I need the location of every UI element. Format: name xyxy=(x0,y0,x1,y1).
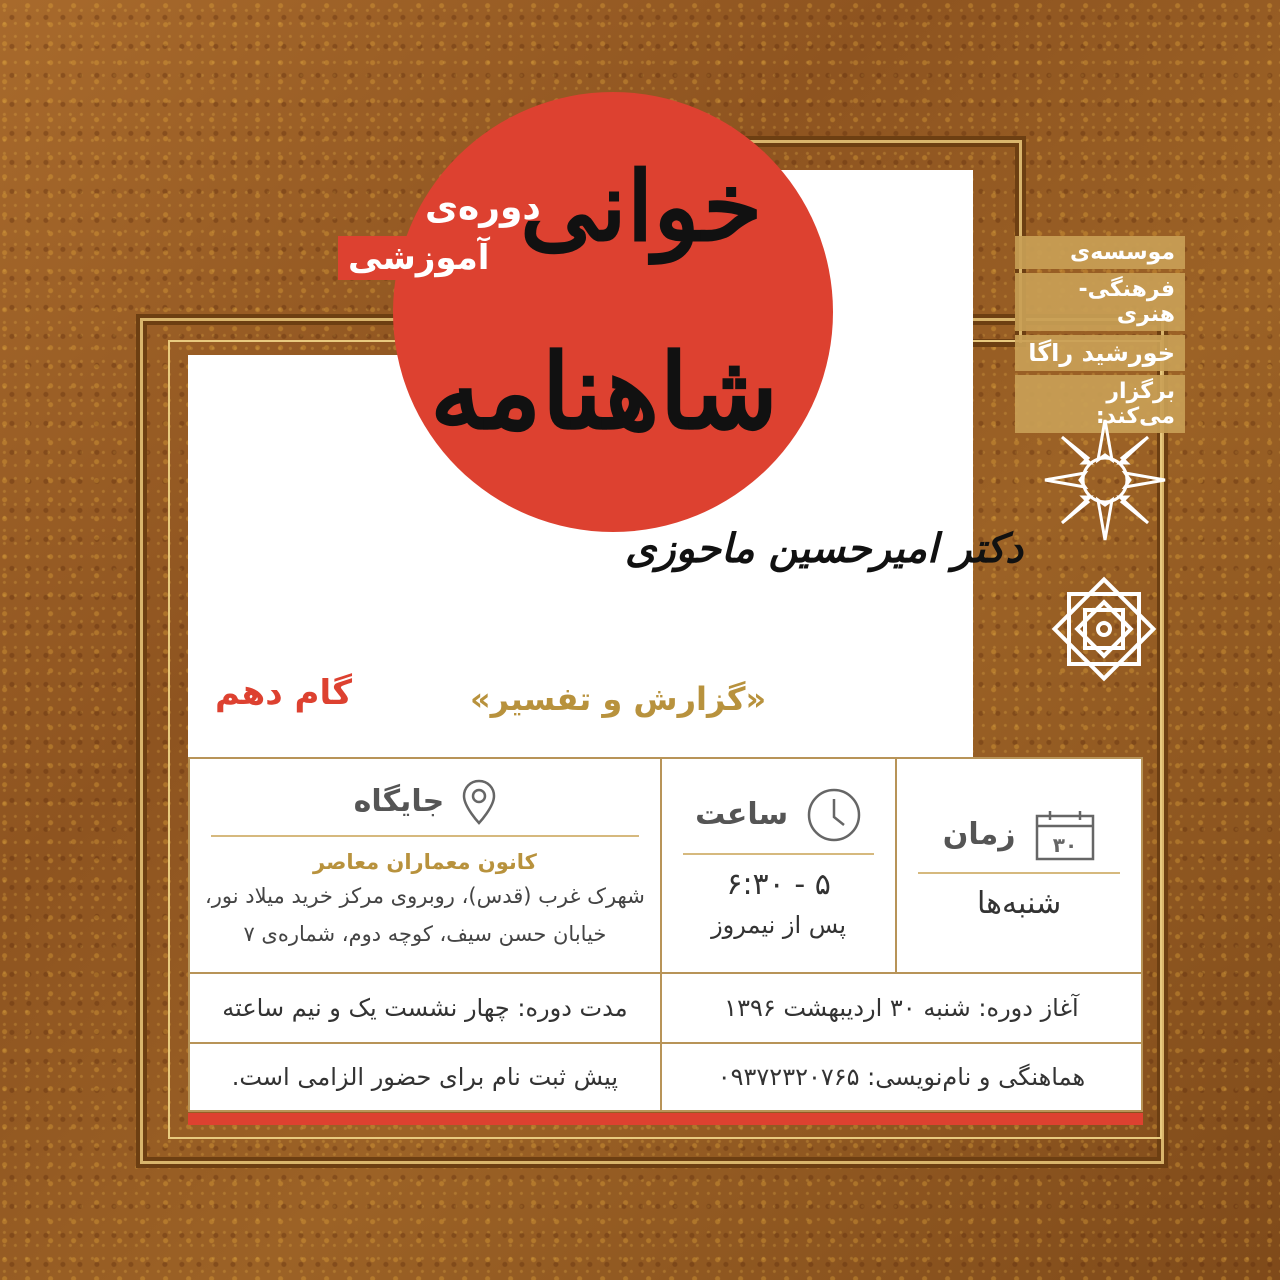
step-label: گام دهم xyxy=(215,673,352,713)
course-label-2: آموزشی xyxy=(338,236,499,280)
calligraphy-shahnameh: شاهنامه xyxy=(430,330,779,453)
place-header xyxy=(191,779,659,825)
topic-label: «گزارش و تفسیر» xyxy=(470,680,767,718)
institute-block xyxy=(1015,236,1185,437)
course-label-1: دوره‌ی xyxy=(425,187,541,228)
hour-value: ۵ - ۶:۳۰ xyxy=(726,866,831,902)
location-pin-icon xyxy=(462,779,496,825)
institute-line-1: موسسه‌ی xyxy=(1015,236,1185,269)
time-value: شنبه‌ها xyxy=(976,885,1062,921)
hour-rule xyxy=(683,853,874,855)
geometric-knot-icon xyxy=(1045,570,1163,688)
time-cell xyxy=(896,758,1142,973)
hour-header xyxy=(663,787,894,843)
institute-line-3: خورشید راگا xyxy=(1015,335,1185,371)
place-name: کانون معماران معاصر xyxy=(313,849,537,874)
place-address-2: خیابان حسن سیف، کوچه دوم، شماره‌ی ۷ xyxy=(243,921,607,946)
sun-star-icon xyxy=(1040,415,1170,545)
place-header-text: جایگاه xyxy=(353,784,445,819)
teacher-name: دکتر امیرحسین ماحوزی xyxy=(625,525,1024,572)
calendar-icon xyxy=(1034,808,1096,862)
place-rule xyxy=(211,835,639,837)
place-address-1: شهرک غرب (قدس)، روبروی مرکز خرید میلاد نور، xyxy=(205,883,645,908)
clock-icon xyxy=(806,787,862,843)
institute-line-4: برگزار می‌کند: xyxy=(1015,375,1185,433)
time-header-text: زمان xyxy=(942,817,1016,852)
hour-note: پس از نیمروز xyxy=(711,910,847,939)
duration-cell: مدت دوره: چهار نشست یک و نیم ساعته xyxy=(189,973,661,1043)
hour-header-text: ساعت xyxy=(695,797,789,832)
start-cell: آغاز دوره: شنبه ۳۰ اردیبهشت ۱۳۹۶ xyxy=(661,973,1142,1043)
info-table xyxy=(188,757,1143,1112)
calligraphy-khani: خوانی xyxy=(520,150,763,263)
institute-line-2: فرهنگی- هنری xyxy=(1015,273,1185,331)
registration-cell: پیش ثبت نام برای حضور الزامی است. xyxy=(189,1043,661,1111)
time-header xyxy=(898,808,1140,862)
bottom-red-strip xyxy=(188,1113,1143,1125)
place-cell xyxy=(189,758,661,973)
time-rule xyxy=(918,872,1120,874)
contact-cell: هماهنگی و نام‌نویسی: ۰۹۳۷۲۳۲۰۷۶۵ xyxy=(661,1043,1142,1111)
calendar-number: ۳۰ xyxy=(1052,832,1077,857)
hour-cell xyxy=(661,758,896,973)
